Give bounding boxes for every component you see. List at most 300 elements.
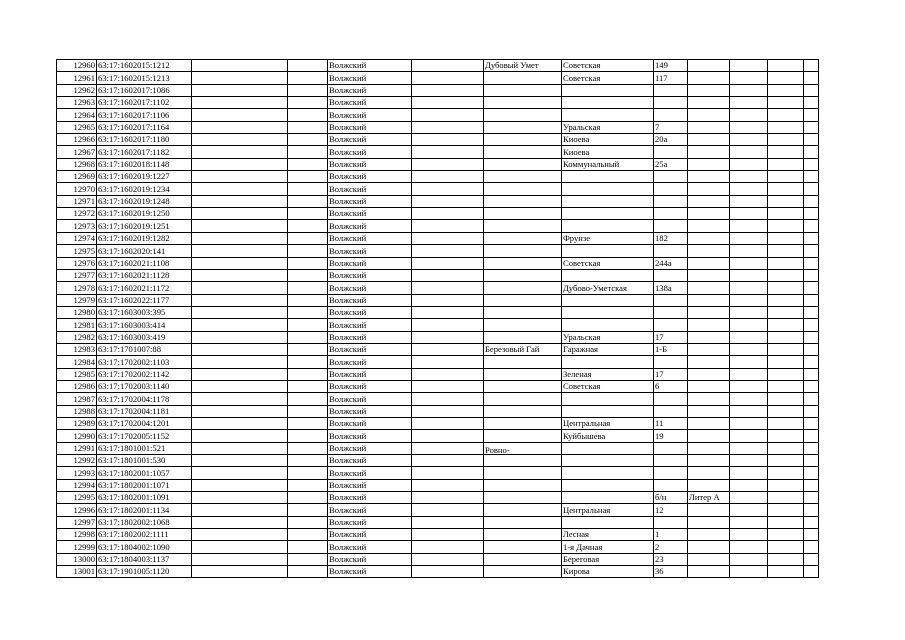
table-row	[57, 294, 819, 306]
empty-cell-e-cell	[768, 208, 804, 220]
empty-cell-f-cell	[804, 171, 819, 183]
empty-cell-d-cell	[730, 306, 768, 318]
cadastral-number-cell: 63:17:1602019:1248	[97, 195, 192, 207]
row-number-cell: 12995	[57, 492, 97, 504]
empty-cell-d-cell	[730, 566, 768, 578]
empty-cell-b-cell	[288, 479, 328, 491]
empty-cell-b-cell	[288, 319, 328, 331]
locality-cell	[484, 492, 562, 504]
note-cell	[688, 208, 730, 220]
empty-cell-a-cell	[192, 282, 288, 294]
house-number-cell	[654, 306, 688, 318]
empty-cell-c-cell	[412, 146, 484, 158]
house-number-cell	[654, 109, 688, 121]
locality-cell	[484, 72, 562, 84]
empty-cell-e-cell	[768, 368, 804, 380]
empty-cell-c-cell	[412, 368, 484, 380]
street-cell	[562, 516, 654, 528]
table-row	[57, 430, 819, 442]
empty-cell-e-cell	[768, 257, 804, 269]
empty-cell-b-cell	[288, 72, 328, 84]
district-cell: Волжский	[328, 282, 412, 294]
empty-cell-f-cell	[804, 195, 819, 207]
house-number-cell: 11	[654, 417, 688, 429]
locality-cell	[484, 516, 562, 528]
empty-cell-b-cell	[288, 269, 328, 281]
house-number-cell: 1-Б	[654, 343, 688, 355]
empty-cell-a-cell	[192, 319, 288, 331]
empty-cell-f-cell	[804, 72, 819, 84]
district-cell: Волжский	[328, 553, 412, 565]
empty-cell-f-cell	[804, 442, 819, 454]
empty-cell-e-cell	[768, 393, 804, 405]
note-cell	[688, 553, 730, 565]
empty-cell-a-cell	[192, 60, 288, 72]
cadastral-number-cell: 63:17:1602021:1108	[97, 257, 192, 269]
house-number-cell	[654, 516, 688, 528]
empty-cell-d-cell	[730, 84, 768, 96]
locality-cell	[484, 97, 562, 109]
house-number-cell	[654, 97, 688, 109]
row-number-cell: 12999	[57, 541, 97, 553]
house-number-cell	[654, 319, 688, 331]
house-number-cell	[654, 269, 688, 281]
table-row	[57, 393, 819, 405]
empty-cell-b-cell	[288, 121, 328, 133]
empty-cell-d-cell	[730, 220, 768, 232]
empty-cell-c-cell	[412, 60, 484, 72]
empty-cell-b-cell	[288, 541, 328, 553]
row-number-cell: 12975	[57, 245, 97, 257]
empty-cell-a-cell	[192, 208, 288, 220]
empty-cell-e-cell	[768, 109, 804, 121]
locality-cell	[484, 393, 562, 405]
locality-cell	[484, 109, 562, 121]
house-number-cell: 1	[654, 529, 688, 541]
empty-cell-a-cell	[192, 541, 288, 553]
empty-cell-d-cell	[730, 72, 768, 84]
district-cell: Волжский	[328, 467, 412, 479]
district-cell: Волжский	[328, 121, 412, 133]
row-number-cell: 12997	[57, 516, 97, 528]
district-cell: Волжский	[328, 232, 412, 244]
empty-cell-d-cell	[730, 158, 768, 170]
street-cell	[562, 294, 654, 306]
district-cell: Волжский	[328, 516, 412, 528]
house-number-cell: 182	[654, 232, 688, 244]
cadastral-number-cell: 63:17:1602017:1180	[97, 134, 192, 146]
empty-cell-f-cell	[804, 455, 819, 467]
empty-cell-b-cell	[288, 417, 328, 429]
empty-cell-d-cell	[730, 294, 768, 306]
district-cell: Волжский	[328, 158, 412, 170]
empty-cell-e-cell	[768, 356, 804, 368]
empty-cell-b-cell	[288, 467, 328, 479]
locality-cell	[484, 269, 562, 281]
empty-cell-b-cell	[288, 146, 328, 158]
row-number-cell: 12965	[57, 121, 97, 133]
row-number-cell: 12993	[57, 467, 97, 479]
empty-cell-f-cell	[804, 516, 819, 528]
house-number-cell	[654, 220, 688, 232]
house-number-cell	[654, 393, 688, 405]
empty-cell-f-cell	[804, 467, 819, 479]
empty-cell-a-cell	[192, 183, 288, 195]
cadastral-number-cell: 63:17:1603003:395	[97, 306, 192, 318]
table-row	[57, 356, 819, 368]
locality-cell	[484, 417, 562, 429]
empty-cell-e-cell	[768, 121, 804, 133]
empty-cell-b-cell	[288, 368, 328, 380]
empty-cell-d-cell	[730, 479, 768, 491]
empty-cell-c-cell	[412, 566, 484, 578]
cadastral-number-cell: 63:17:1802001:1134	[97, 504, 192, 516]
empty-cell-e-cell	[768, 442, 804, 454]
empty-cell-c-cell	[412, 442, 484, 454]
empty-cell-d-cell	[730, 319, 768, 331]
note-cell	[688, 479, 730, 491]
empty-cell-d-cell	[730, 393, 768, 405]
empty-cell-c-cell	[412, 541, 484, 553]
row-number-cell: 12963	[57, 97, 97, 109]
empty-cell-a-cell	[192, 245, 288, 257]
cadastral-number-cell: 63:17:1602022:1177	[97, 294, 192, 306]
cadastral-number-cell: 63:17:1602019:1282	[97, 232, 192, 244]
table-row	[57, 220, 819, 232]
street-cell	[562, 84, 654, 96]
empty-cell-f-cell	[804, 417, 819, 429]
note-cell	[688, 146, 730, 158]
street-cell	[562, 356, 654, 368]
house-number-cell	[654, 208, 688, 220]
row-number-cell: 12967	[57, 146, 97, 158]
empty-cell-d-cell	[730, 368, 768, 380]
empty-cell-a-cell	[192, 356, 288, 368]
empty-cell-a-cell	[192, 405, 288, 417]
note-cell	[688, 417, 730, 429]
note-cell	[688, 467, 730, 479]
house-number-cell: 17	[654, 331, 688, 343]
table-row	[57, 146, 819, 158]
cadastral-number-cell: 63:17:1901005:1120	[97, 566, 192, 578]
house-number-cell	[654, 455, 688, 467]
district-cell: Волжский	[328, 380, 412, 392]
empty-cell-f-cell	[804, 245, 819, 257]
district-cell: Волжский	[328, 368, 412, 380]
empty-cell-d-cell	[730, 97, 768, 109]
cadastral-number-cell: 63:17:1603003:419	[97, 331, 192, 343]
note-cell	[688, 504, 730, 516]
empty-cell-f-cell	[804, 282, 819, 294]
empty-cell-c-cell	[412, 331, 484, 343]
street-cell: Фрунзе	[562, 232, 654, 244]
empty-cell-a-cell	[192, 566, 288, 578]
empty-cell-a-cell	[192, 504, 288, 516]
empty-cell-e-cell	[768, 158, 804, 170]
table-row	[57, 479, 819, 491]
cadastral-number-cell: 63:17:1602017:1164	[97, 121, 192, 133]
empty-cell-e-cell	[768, 171, 804, 183]
row-number-cell: 12986	[57, 380, 97, 392]
empty-cell-f-cell	[804, 232, 819, 244]
table-row	[57, 541, 819, 553]
locality-cell	[484, 430, 562, 442]
empty-cell-a-cell	[192, 84, 288, 96]
empty-cell-c-cell	[412, 72, 484, 84]
row-number-cell: 12992	[57, 455, 97, 467]
house-number-cell	[654, 146, 688, 158]
cadastral-number-cell: 63:17:1603003:414	[97, 319, 192, 331]
empty-cell-b-cell	[288, 245, 328, 257]
empty-cell-e-cell	[768, 245, 804, 257]
empty-cell-a-cell	[192, 479, 288, 491]
empty-cell-b-cell	[288, 331, 328, 343]
note-cell: Литер А	[688, 492, 730, 504]
empty-cell-a-cell	[192, 269, 288, 281]
locality-cell	[484, 208, 562, 220]
empty-cell-d-cell	[730, 146, 768, 158]
empty-cell-c-cell	[412, 430, 484, 442]
locality-cell	[484, 195, 562, 207]
empty-cell-a-cell	[192, 516, 288, 528]
empty-cell-d-cell	[730, 430, 768, 442]
empty-cell-c-cell	[412, 134, 484, 146]
row-number-cell: 12969	[57, 171, 97, 183]
empty-cell-d-cell	[730, 541, 768, 553]
district-cell: Волжский	[328, 134, 412, 146]
locality-cell	[484, 442, 562, 454]
empty-cell-f-cell	[804, 158, 819, 170]
note-cell	[688, 183, 730, 195]
cadastral-number-cell: 63:17:1804002:1090	[97, 541, 192, 553]
empty-cell-a-cell	[192, 294, 288, 306]
empty-cell-b-cell	[288, 220, 328, 232]
row-number-cell: 12982	[57, 331, 97, 343]
empty-cell-b-cell	[288, 134, 328, 146]
row-number-cell: 12964	[57, 109, 97, 121]
house-number-cell: б/н	[654, 492, 688, 504]
empty-cell-c-cell	[412, 504, 484, 516]
table-row	[57, 492, 819, 504]
locality-cell	[484, 380, 562, 392]
empty-cell-b-cell	[288, 84, 328, 96]
empty-cell-b-cell	[288, 195, 328, 207]
locality-cell	[484, 479, 562, 491]
house-number-cell: 138а	[654, 282, 688, 294]
street-cell	[562, 405, 654, 417]
cadastral-number-cell: 63:17:1702004:1178	[97, 393, 192, 405]
empty-cell-c-cell	[412, 232, 484, 244]
street-cell: Советская	[562, 257, 654, 269]
street-cell: Киоева	[562, 134, 654, 146]
row-number-cell: 12977	[57, 269, 97, 281]
cadastral-number-cell: 63:17:1702002:1142	[97, 368, 192, 380]
empty-cell-c-cell	[412, 84, 484, 96]
row-number-cell: 12991	[57, 442, 97, 454]
cadastral-number-cell: 63:17:1702005:1152	[97, 430, 192, 442]
empty-cell-e-cell	[768, 380, 804, 392]
empty-cell-c-cell	[412, 417, 484, 429]
empty-cell-c-cell	[412, 356, 484, 368]
table-row	[57, 553, 819, 565]
empty-cell-f-cell	[804, 566, 819, 578]
row-number-cell: 13000	[57, 553, 97, 565]
empty-cell-f-cell	[804, 84, 819, 96]
district-cell: Волжский	[328, 442, 412, 454]
district-cell: Волжский	[328, 146, 412, 158]
empty-cell-a-cell	[192, 171, 288, 183]
district-cell: Волжский	[328, 566, 412, 578]
empty-cell-f-cell	[804, 479, 819, 491]
empty-cell-d-cell	[730, 504, 768, 516]
empty-cell-c-cell	[412, 183, 484, 195]
empty-cell-f-cell	[804, 257, 819, 269]
cadastral-number-cell: 63:17:1602017:1086	[97, 84, 192, 96]
house-number-cell	[654, 84, 688, 96]
note-cell	[688, 245, 730, 257]
row-number-cell: 12968	[57, 158, 97, 170]
table-row	[57, 109, 819, 121]
note-cell	[688, 60, 730, 72]
district-cell: Волжский	[328, 183, 412, 195]
district-cell: Волжский	[328, 84, 412, 96]
district-cell: Волжский	[328, 356, 412, 368]
locality-cell	[484, 368, 562, 380]
house-number-cell	[654, 294, 688, 306]
house-number-cell	[654, 195, 688, 207]
district-cell: Волжский	[328, 393, 412, 405]
street-cell: Советская	[562, 380, 654, 392]
locality-cell	[484, 158, 562, 170]
empty-cell-c-cell	[412, 492, 484, 504]
empty-cell-a-cell	[192, 529, 288, 541]
house-number-cell: 6	[654, 380, 688, 392]
empty-cell-c-cell	[412, 282, 484, 294]
note-cell	[688, 430, 730, 442]
locality-cell	[484, 220, 562, 232]
street-cell	[562, 109, 654, 121]
empty-cell-f-cell	[804, 183, 819, 195]
district-cell: Волжский	[328, 245, 412, 257]
locality-cell	[484, 319, 562, 331]
empty-cell-d-cell	[730, 405, 768, 417]
row-number-cell: 12994	[57, 479, 97, 491]
street-cell: Киоева	[562, 146, 654, 158]
house-number-cell: 20а	[654, 134, 688, 146]
row-number-cell: 12980	[57, 306, 97, 318]
street-cell	[562, 171, 654, 183]
table-row	[57, 183, 819, 195]
district-cell: Волжский	[328, 171, 412, 183]
cadastral-number-cell: 63:17:1602021:1128	[97, 269, 192, 281]
street-cell	[562, 97, 654, 109]
district-cell: Волжский	[328, 306, 412, 318]
empty-cell-e-cell	[768, 306, 804, 318]
empty-cell-f-cell	[804, 331, 819, 343]
note-cell	[688, 171, 730, 183]
empty-cell-e-cell	[768, 146, 804, 158]
empty-cell-e-cell	[768, 516, 804, 528]
empty-cell-e-cell	[768, 553, 804, 565]
empty-cell-c-cell	[412, 171, 484, 183]
note-cell	[688, 566, 730, 578]
row-number-cell: 12973	[57, 220, 97, 232]
row-number-cell: 12974	[57, 232, 97, 244]
empty-cell-d-cell	[730, 232, 768, 244]
note-cell	[688, 158, 730, 170]
cadastral-number-cell: 63:17:1602015:1212	[97, 60, 192, 72]
table-row	[57, 331, 819, 343]
note-cell	[688, 134, 730, 146]
district-cell: Волжский	[328, 269, 412, 281]
house-number-cell: 149	[654, 60, 688, 72]
locality-cell	[484, 529, 562, 541]
district-cell: Волжский	[328, 504, 412, 516]
empty-cell-e-cell	[768, 417, 804, 429]
empty-cell-f-cell	[804, 220, 819, 232]
locality-cell	[484, 171, 562, 183]
empty-cell-d-cell	[730, 121, 768, 133]
street-cell	[562, 306, 654, 318]
district-cell: Волжский	[328, 60, 412, 72]
empty-cell-a-cell	[192, 72, 288, 84]
note-cell	[688, 195, 730, 207]
empty-cell-a-cell	[192, 146, 288, 158]
house-number-cell: 12	[654, 504, 688, 516]
district-cell: Волжский	[328, 343, 412, 355]
street-cell: Куйбышева	[562, 430, 654, 442]
street-cell	[562, 220, 654, 232]
empty-cell-a-cell	[192, 97, 288, 109]
district-cell: Волжский	[328, 97, 412, 109]
empty-cell-f-cell	[804, 109, 819, 121]
empty-cell-d-cell	[730, 442, 768, 454]
note-cell	[688, 405, 730, 417]
empty-cell-d-cell	[730, 134, 768, 146]
house-number-cell	[654, 245, 688, 257]
house-number-cell	[654, 183, 688, 195]
street-cell: Зеленая	[562, 368, 654, 380]
note-cell	[688, 393, 730, 405]
empty-cell-e-cell	[768, 183, 804, 195]
cadastral-number-cell: 63:17:1801001:530	[97, 455, 192, 467]
house-number-cell: 17	[654, 368, 688, 380]
empty-cell-d-cell	[730, 257, 768, 269]
table-row	[57, 72, 819, 84]
row-number-cell: 12979	[57, 294, 97, 306]
empty-cell-f-cell	[804, 529, 819, 541]
locality-cell	[484, 245, 562, 257]
street-cell	[562, 442, 654, 454]
empty-cell-b-cell	[288, 504, 328, 516]
empty-cell-f-cell	[804, 492, 819, 504]
street-cell: Центральная	[562, 504, 654, 516]
empty-cell-a-cell	[192, 393, 288, 405]
empty-cell-f-cell	[804, 343, 819, 355]
empty-cell-e-cell	[768, 195, 804, 207]
note-cell	[688, 84, 730, 96]
empty-cell-d-cell	[730, 331, 768, 343]
cadastral-number-cell: 63:17:1801001:521	[97, 442, 192, 454]
table-row	[57, 257, 819, 269]
row-number-cell: 12985	[57, 368, 97, 380]
street-cell: Уральская	[562, 121, 654, 133]
street-cell	[562, 492, 654, 504]
empty-cell-d-cell	[730, 60, 768, 72]
cadastral-number-cell: 63:17:1602017:1182	[97, 146, 192, 158]
empty-cell-a-cell	[192, 220, 288, 232]
empty-cell-e-cell	[768, 84, 804, 96]
